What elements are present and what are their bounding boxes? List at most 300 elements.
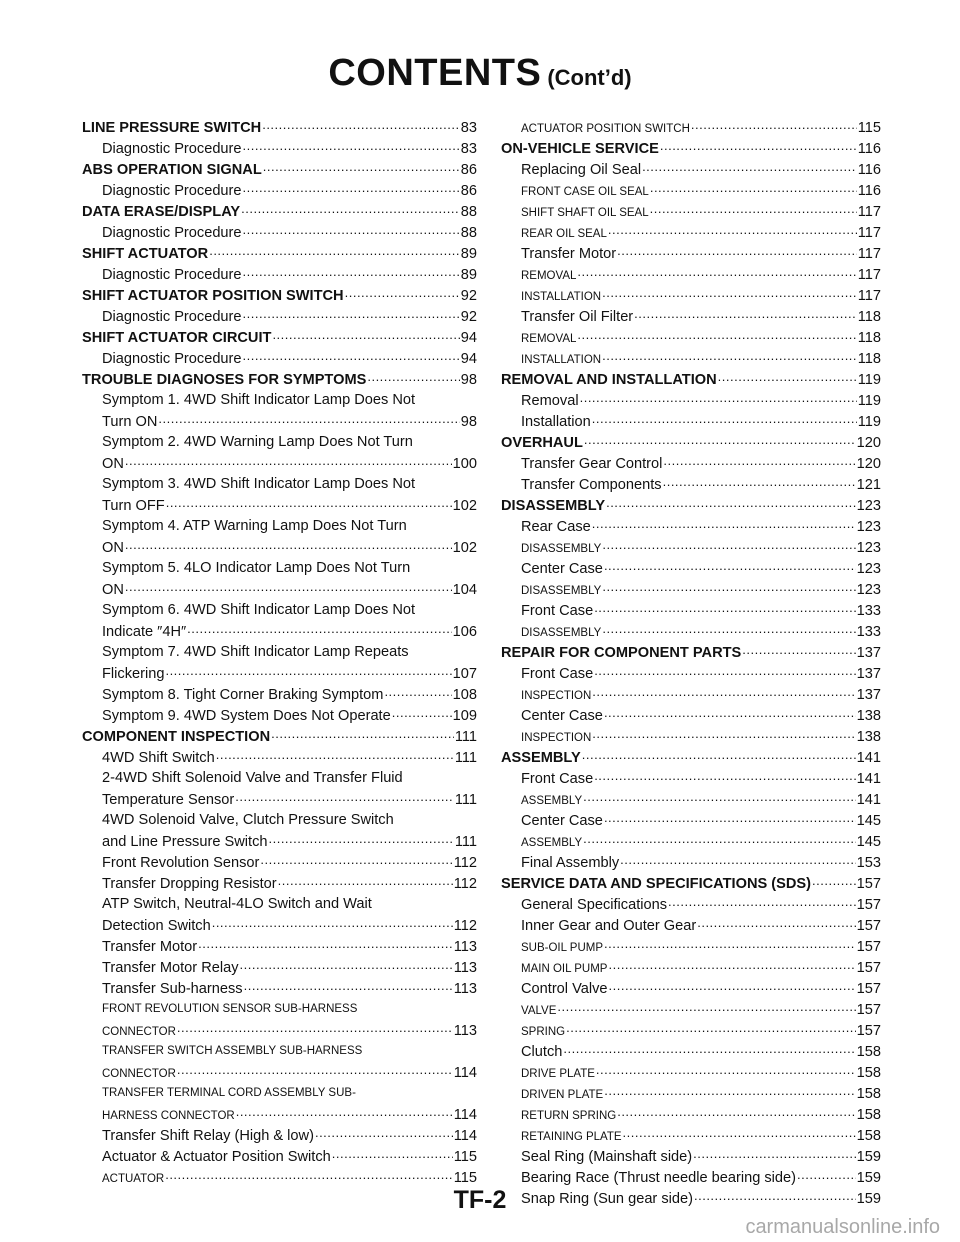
toc-entry-title: 2-4WD Shift Solenoid Valve and Transfer Fluid bbox=[102, 770, 403, 786]
toc-entry-title: SERVICE DATA AND SPECIFICATIONS (SDS) bbox=[501, 876, 812, 892]
toc-page-number: 102 bbox=[452, 540, 477, 556]
dot-leader bbox=[642, 159, 857, 178]
toc-entry[interactable] bbox=[501, 201, 881, 222]
toc-entry-title: DRIVEN PLATE bbox=[521, 1089, 604, 1101]
toc-entry[interactable] bbox=[82, 810, 477, 852]
toc-page-number: 157 bbox=[856, 1023, 881, 1039]
toc-entry-title: Front Case bbox=[521, 666, 594, 682]
toc-entry[interactable] bbox=[82, 726, 477, 747]
toc-entry-title: Final Assembly bbox=[521, 855, 620, 871]
toc-entry-title: DISASSEMBLY bbox=[521, 627, 602, 639]
dot-leader bbox=[608, 222, 857, 242]
contents-heading: CONTENTS bbox=[328, 52, 542, 94]
dot-leader bbox=[583, 831, 855, 851]
page-title bbox=[0, 52, 960, 95]
toc-entry[interactable] bbox=[82, 390, 477, 432]
toc-entry-title: Replacing Oil Seal bbox=[521, 162, 642, 178]
toc-entry[interactable] bbox=[82, 264, 477, 285]
toc-page-number: 157 bbox=[856, 981, 881, 997]
toc-entry[interactable] bbox=[501, 894, 881, 915]
toc-entry-title: Diagnostic Procedure bbox=[102, 141, 242, 157]
toc-entry[interactable] bbox=[501, 621, 881, 642]
toc-entry[interactable] bbox=[501, 222, 881, 243]
toc-page-number: 121 bbox=[856, 477, 881, 493]
toc-entry-title: TRANSFER SWITCH ASSEMBLY SUB-HARNESS bbox=[102, 1045, 363, 1057]
toc-page-number: 133 bbox=[856, 603, 881, 619]
toc-page-number: 115 bbox=[453, 1170, 477, 1186]
toc-entry-title: Transfer Oil Filter bbox=[521, 309, 634, 325]
toc-entry-title: SPRING bbox=[521, 1026, 566, 1038]
toc-entry-title: ASSEMBLY bbox=[521, 795, 583, 807]
toc-entry-title: Diagnostic Procedure bbox=[102, 267, 242, 283]
toc-entry-title: SHIFT ACTUATOR POSITION SWITCH bbox=[82, 288, 344, 304]
toc-entry-title: ACTUATOR bbox=[102, 1173, 165, 1185]
toc-entry[interactable] bbox=[82, 936, 477, 957]
toc-entry[interactable] bbox=[501, 558, 881, 579]
dot-leader bbox=[604, 936, 856, 956]
toc-page-number: 158 bbox=[856, 1044, 881, 1060]
toc-page-number: 117 bbox=[857, 288, 881, 304]
toc-entry-title-continued: Indicate ″4H″ bbox=[102, 624, 187, 640]
toc-page-number: 157 bbox=[856, 918, 881, 934]
toc-entry-title-continued: Turn ON bbox=[102, 414, 158, 430]
toc-page-number: 118 bbox=[857, 309, 881, 325]
toc-entry[interactable] bbox=[501, 495, 881, 516]
dot-leader bbox=[812, 873, 856, 892]
dot-leader bbox=[262, 117, 460, 136]
toc-entry-title: 4WD Shift Switch bbox=[102, 750, 215, 766]
dot-leader bbox=[604, 810, 856, 829]
toc-entry[interactable] bbox=[501, 831, 881, 852]
toc-entry[interactable] bbox=[501, 243, 881, 264]
toc-entry[interactable] bbox=[501, 684, 881, 705]
dot-leader bbox=[263, 159, 460, 178]
toc-entry-title: Symptom 9. 4WD System Does Not Operate bbox=[102, 708, 391, 724]
toc-entry[interactable] bbox=[501, 327, 881, 348]
dot-leader bbox=[557, 999, 855, 1019]
toc-entry[interactable] bbox=[501, 159, 881, 180]
dot-leader bbox=[660, 138, 857, 157]
toc-entry-title: ATP Switch, Neutral-4LO Switch and Wait bbox=[102, 896, 372, 912]
toc-entry[interactable] bbox=[82, 222, 477, 243]
toc-entry-title: Transfer Motor bbox=[521, 246, 617, 262]
toc-page-number: 114 bbox=[453, 1065, 477, 1081]
toc-entry[interactable] bbox=[501, 285, 881, 306]
dot-leader bbox=[198, 936, 453, 955]
toc-entry[interactable] bbox=[501, 1020, 881, 1041]
toc-entry-title: TRANSFER TERMINAL CORD ASSEMBLY SUB- bbox=[102, 1087, 356, 1099]
dot-leader bbox=[609, 978, 856, 997]
dot-leader bbox=[592, 684, 855, 704]
toc-entry-title: Diagnostic Procedure bbox=[102, 309, 242, 325]
toc-entry-title: Removal bbox=[521, 393, 579, 409]
contents-subheading: (Cont’d) bbox=[547, 65, 632, 90]
toc-entry[interactable] bbox=[501, 642, 881, 663]
toc-page-number: 159 bbox=[856, 1149, 881, 1165]
dot-leader bbox=[693, 1146, 855, 1165]
dot-leader bbox=[620, 852, 856, 871]
toc-entry[interactable] bbox=[501, 1104, 881, 1125]
dot-leader bbox=[602, 285, 857, 305]
toc-page-number: 113 bbox=[453, 939, 477, 955]
dot-leader bbox=[594, 663, 855, 682]
dot-leader bbox=[604, 558, 856, 577]
toc-entry-title: SUB-OIL PUMP bbox=[521, 942, 604, 954]
toc-page-number: 88 bbox=[460, 204, 477, 220]
toc-page-number: 108 bbox=[452, 687, 477, 703]
dot-leader bbox=[623, 1125, 856, 1145]
toc-entry[interactable] bbox=[82, 1146, 477, 1167]
toc-page-number: 113 bbox=[453, 1023, 477, 1039]
toc-entry[interactable] bbox=[501, 915, 881, 936]
toc-entry[interactable] bbox=[82, 558, 477, 600]
dot-leader bbox=[272, 327, 459, 346]
toc-entry[interactable] bbox=[501, 117, 881, 138]
toc-entry-title: Front Case bbox=[521, 771, 594, 787]
toc-entry-title: Symptom 2. 4WD Warning Lamp Does Not Turn bbox=[102, 434, 413, 450]
dot-leader bbox=[592, 726, 855, 746]
toc-entry[interactable] bbox=[82, 1041, 477, 1083]
dot-leader bbox=[278, 873, 453, 892]
toc-entry-title-continued: Flickering bbox=[102, 666, 165, 682]
toc-page-number: 141 bbox=[856, 750, 881, 766]
toc-entry-title: ON-VEHICLE SERVICE bbox=[501, 141, 659, 157]
toc-entry[interactable] bbox=[501, 474, 881, 495]
toc-page-number: 157 bbox=[856, 897, 881, 913]
toc-entry[interactable] bbox=[82, 894, 477, 936]
toc-entry[interactable] bbox=[501, 873, 881, 894]
toc-entry-title: Diagnostic Procedure bbox=[102, 225, 242, 241]
toc-entry[interactable] bbox=[82, 474, 477, 516]
dot-leader bbox=[177, 1059, 453, 1082]
toc-page-number: 118 bbox=[857, 351, 881, 367]
toc-entry[interactable] bbox=[82, 369, 477, 390]
toc-entry[interactable] bbox=[501, 936, 881, 957]
toc-entry-title: Transfer Dropping Resistor bbox=[102, 876, 277, 892]
dot-leader bbox=[582, 747, 856, 766]
dot-leader bbox=[592, 516, 856, 535]
toc-entry[interactable] bbox=[501, 999, 881, 1020]
toc-entry-title: FRONT REVOLUTION SENSOR SUB-HARNESS bbox=[102, 1003, 358, 1015]
dot-leader bbox=[563, 1041, 855, 1060]
toc-entry[interactable] bbox=[82, 285, 477, 306]
toc-entry-title: Transfer Components bbox=[521, 477, 662, 493]
dot-leader bbox=[209, 243, 460, 262]
dot-leader bbox=[602, 621, 855, 641]
toc-entry[interactable] bbox=[82, 873, 477, 894]
toc-entry[interactable] bbox=[82, 1083, 477, 1125]
toc-entry-title: ASSEMBLY bbox=[521, 837, 583, 849]
toc-page-number: 137 bbox=[856, 645, 881, 661]
toc-entry-title: DISASSEMBLY bbox=[521, 585, 602, 597]
toc-entry[interactable] bbox=[82, 159, 477, 180]
dot-leader bbox=[332, 1146, 453, 1165]
toc-entry-title: OVERHAUL bbox=[501, 435, 583, 451]
toc-page-number: 116 bbox=[857, 183, 881, 199]
toc-entry[interactable] bbox=[82, 747, 477, 768]
toc-entry[interactable] bbox=[82, 516, 477, 558]
toc-page-number: 137 bbox=[856, 687, 881, 703]
toc-page-number: 117 bbox=[857, 267, 881, 283]
toc-page-number: 98 bbox=[460, 414, 477, 430]
toc-entry[interactable] bbox=[82, 306, 477, 327]
toc-entry-title: Seal Ring (Mainshaft side) bbox=[521, 1149, 693, 1165]
toc-entry[interactable] bbox=[501, 516, 881, 537]
toc-page-number: 86 bbox=[460, 183, 477, 199]
toc-entry-title: Center Case bbox=[521, 813, 603, 829]
toc-page-number: 92 bbox=[460, 288, 477, 304]
toc-entry-title-continued: ON bbox=[102, 582, 124, 598]
toc-page-number: 157 bbox=[856, 1002, 881, 1018]
toc-entry-title: Symptom 5. 4LO Indicator Lamp Does Not Turn bbox=[102, 560, 411, 576]
toc-entry-title: INSTALLATION bbox=[521, 354, 602, 366]
dot-leader bbox=[243, 138, 460, 157]
toc-entry-title: FRONT CASE OIL SEAL bbox=[521, 186, 649, 198]
toc-entry[interactable] bbox=[82, 348, 477, 369]
toc-entry-title: TROUBLE DIAGNOSES FOR SYMPTOMS bbox=[82, 372, 367, 388]
toc-page-number: 114 bbox=[453, 1128, 477, 1144]
toc-entry[interactable] bbox=[501, 306, 881, 327]
toc-entry[interactable] bbox=[82, 978, 477, 999]
dot-leader bbox=[596, 1062, 856, 1082]
toc-entry[interactable] bbox=[501, 369, 881, 390]
dot-leader bbox=[634, 306, 857, 325]
toc-page-number: 111 bbox=[454, 834, 477, 850]
toc-page-number: 159 bbox=[856, 1170, 881, 1186]
dot-leader bbox=[602, 579, 855, 599]
dot-leader bbox=[125, 450, 452, 472]
toc-page-number: 107 bbox=[452, 666, 477, 682]
toc-entry[interactable] bbox=[82, 327, 477, 348]
dot-leader bbox=[584, 432, 856, 451]
toc-entry[interactable] bbox=[82, 642, 477, 684]
toc-entry-title: Symptom 3. 4WD Shift Indicator Lamp Does Not bbox=[102, 476, 416, 492]
toc-entry-title: Diagnostic Procedure bbox=[102, 183, 242, 199]
toc-entry-title: RETAINING PLATE bbox=[521, 1131, 622, 1143]
toc-page-number: 158 bbox=[856, 1128, 881, 1144]
toc-page-number: 137 bbox=[856, 666, 881, 682]
toc-entry[interactable] bbox=[501, 810, 881, 831]
toc-entry-title: Rear Case bbox=[521, 519, 591, 535]
toc-page-number: 92 bbox=[460, 309, 477, 325]
dot-leader bbox=[663, 474, 856, 493]
toc-entry-title: MAIN OIL PUMP bbox=[521, 963, 608, 975]
toc-page-number: 158 bbox=[856, 1107, 881, 1123]
toc-entry-title: Center Case bbox=[521, 708, 603, 724]
toc-entry[interactable] bbox=[501, 348, 881, 369]
toc-page-number: 112 bbox=[453, 918, 477, 934]
toc-entry[interactable] bbox=[501, 1125, 881, 1146]
toc-page-number: 86 bbox=[460, 162, 477, 178]
toc-entry[interactable] bbox=[501, 264, 881, 285]
toc-entry-title: Front Case bbox=[521, 603, 594, 619]
toc-entry-title: ASSEMBLY bbox=[501, 750, 581, 766]
dot-leader bbox=[243, 222, 460, 241]
toc-entry-title: Control Valve bbox=[521, 981, 608, 997]
toc-page-number: 100 bbox=[452, 456, 477, 472]
toc-entry[interactable] bbox=[82, 852, 477, 873]
dot-leader bbox=[583, 789, 855, 809]
toc-entry-title: DISASSEMBLY bbox=[501, 498, 606, 514]
toc-entry[interactable] bbox=[501, 978, 881, 999]
toc-entry-title: Symptom 4. ATP Warning Lamp Does Not Turn bbox=[102, 518, 407, 534]
toc-page-number: 116 bbox=[857, 141, 881, 157]
toc-entry-title: Snap Ring (Sun gear side) bbox=[521, 1191, 693, 1207]
dot-leader bbox=[367, 369, 459, 388]
toc-entry-title-continued: CONNECTOR bbox=[102, 1026, 176, 1038]
dot-leader bbox=[243, 264, 460, 283]
toc-entry-title: Actuator & Actuator Position Switch bbox=[102, 1149, 331, 1165]
dot-leader bbox=[165, 660, 451, 682]
toc-entry-title: REPAIR FOR COMPONENT PARTS bbox=[501, 645, 742, 661]
toc-entry[interactable] bbox=[82, 117, 477, 138]
toc-page-number: 117 bbox=[857, 204, 881, 220]
toc-page-number: 158 bbox=[856, 1086, 881, 1102]
toc-entry[interactable] bbox=[501, 390, 881, 411]
toc-entry[interactable] bbox=[82, 999, 477, 1041]
toc-entry-title: ACTUATOR POSITION SWITCH bbox=[521, 123, 690, 135]
dot-leader bbox=[580, 390, 857, 409]
dot-leader bbox=[384, 684, 451, 703]
toc-page-number: 83 bbox=[460, 141, 477, 157]
dot-leader bbox=[650, 201, 857, 221]
toc-entry[interactable] bbox=[501, 957, 881, 978]
toc-entry-title: DRIVE PLATE bbox=[521, 1068, 595, 1080]
dot-leader bbox=[617, 243, 857, 262]
toc-page-number: 116 bbox=[857, 162, 881, 178]
toc-entry-title: INSPECTION bbox=[521, 732, 592, 744]
toc-page-number: 109 bbox=[452, 708, 477, 724]
toc-entry[interactable] bbox=[501, 537, 881, 558]
dot-leader bbox=[240, 957, 453, 976]
dot-leader bbox=[345, 285, 460, 304]
toc-entry[interactable] bbox=[501, 180, 881, 201]
toc-page-number: 158 bbox=[856, 1065, 881, 1081]
toc-entry[interactable] bbox=[501, 1146, 881, 1167]
toc-entry-title: LINE PRESSURE SWITCH bbox=[82, 120, 262, 136]
dot-leader bbox=[742, 642, 855, 661]
toc-page-number: 89 bbox=[460, 267, 477, 283]
toc-page-number: 115 bbox=[453, 1149, 477, 1165]
toc-entry[interactable] bbox=[501, 1167, 881, 1188]
toc-entry-title: REMOVAL AND INSTALLATION bbox=[501, 372, 717, 388]
dot-leader bbox=[271, 726, 454, 745]
toc-page-number: 120 bbox=[856, 435, 881, 451]
toc-entry[interactable] bbox=[501, 768, 881, 789]
toc-entry[interactable] bbox=[82, 957, 477, 978]
toc-entry-title: Inner Gear and Outer Gear bbox=[521, 918, 697, 934]
toc-entry[interactable] bbox=[501, 600, 881, 621]
toc-entry-title: INSPECTION bbox=[521, 690, 592, 702]
toc-entry[interactable] bbox=[501, 1062, 881, 1083]
toc-page-number: 145 bbox=[856, 813, 881, 829]
toc-page-number: 157 bbox=[856, 876, 881, 892]
toc-page-number: 138 bbox=[856, 708, 881, 724]
toc-entry[interactable] bbox=[501, 747, 881, 768]
dot-leader bbox=[260, 852, 452, 871]
dot-leader bbox=[604, 705, 856, 724]
dot-leader bbox=[606, 495, 856, 514]
dot-leader bbox=[663, 453, 855, 472]
toc-entry[interactable] bbox=[82, 705, 477, 726]
toc-entry[interactable] bbox=[501, 1083, 881, 1104]
toc-entry-title: 4WD Solenoid Valve, Clutch Pressure Switch bbox=[102, 812, 394, 828]
toc-page-number: 157 bbox=[856, 960, 881, 976]
toc-entry[interactable] bbox=[501, 852, 881, 873]
toc-page-number: 113 bbox=[453, 981, 477, 997]
toc-page-number: 119 bbox=[857, 372, 881, 388]
toc-entry-title: RETURN SPRING bbox=[521, 1110, 617, 1122]
toc-entry[interactable] bbox=[82, 684, 477, 705]
toc-entry[interactable] bbox=[501, 663, 881, 684]
toc-page-number: 145 bbox=[856, 834, 881, 850]
toc-entry-title: SHIFT ACTUATOR bbox=[82, 246, 209, 262]
toc-entry-title: Transfer Motor Relay bbox=[102, 960, 239, 976]
toc-entry-title: Transfer Motor bbox=[102, 939, 198, 955]
toc-entry[interactable] bbox=[82, 243, 477, 264]
toc-page-number: 117 bbox=[857, 225, 881, 241]
toc-entry-title: Symptom 8. Tight Corner Braking Symptom bbox=[102, 687, 384, 703]
toc-page-number: 94 bbox=[460, 351, 477, 367]
toc-page-number: 89 bbox=[460, 246, 477, 262]
toc-entry[interactable] bbox=[82, 1125, 477, 1146]
toc-entry-title-continued: CONNECTOR bbox=[102, 1068, 176, 1080]
toc-page-number: 123 bbox=[856, 582, 881, 598]
toc-entry-title: Transfer Shift Relay (High & low) bbox=[102, 1128, 314, 1144]
toc-entry[interactable] bbox=[501, 453, 881, 474]
toc-entry-title-continued: ON bbox=[102, 540, 124, 556]
toc-entry-title-continued: Detection Switch bbox=[102, 918, 211, 934]
toc-entry[interactable] bbox=[82, 432, 477, 474]
toc-page-number: 153 bbox=[856, 855, 881, 871]
dot-leader bbox=[268, 828, 453, 850]
dot-leader bbox=[797, 1167, 856, 1186]
toc-entry[interactable] bbox=[501, 1041, 881, 1062]
toc-page-number: 141 bbox=[856, 792, 881, 808]
dot-leader bbox=[566, 1020, 856, 1040]
toc-entry[interactable] bbox=[501, 432, 881, 453]
toc-entry[interactable] bbox=[82, 768, 477, 810]
toc-entry[interactable] bbox=[501, 705, 881, 726]
toc-entry[interactable] bbox=[501, 789, 881, 810]
dot-leader bbox=[577, 264, 856, 284]
dot-leader bbox=[241, 201, 460, 220]
toc-entry[interactable] bbox=[501, 411, 881, 432]
toc-entry[interactable] bbox=[82, 600, 477, 642]
toc-entry[interactable] bbox=[82, 201, 477, 222]
toc-entry-title-continued: Temperature Sensor bbox=[102, 792, 235, 808]
toc-entry-title: ABS OPERATION SIGNAL bbox=[82, 162, 262, 178]
toc-entry[interactable] bbox=[501, 726, 881, 747]
toc-entry-title-continued: HARNESS CONNECTOR bbox=[102, 1110, 235, 1122]
dot-leader bbox=[592, 411, 857, 430]
dot-leader bbox=[158, 408, 459, 430]
dot-leader bbox=[235, 786, 454, 808]
toc-entry[interactable] bbox=[82, 1167, 477, 1188]
toc-entry[interactable] bbox=[501, 138, 881, 159]
toc-entry[interactable] bbox=[82, 138, 477, 159]
toc-entry[interactable] bbox=[501, 579, 881, 600]
dot-leader bbox=[577, 327, 856, 347]
toc-entry-title: Center Case bbox=[521, 561, 603, 577]
toc-entry[interactable] bbox=[82, 180, 477, 201]
dot-leader bbox=[243, 180, 460, 199]
toc-entry-title: Bearing Race (Thrust needle bearing side) bbox=[521, 1170, 797, 1186]
toc-entry-title: Transfer Gear Control bbox=[521, 456, 663, 472]
toc-page-number: 119 bbox=[857, 414, 881, 430]
toc-entry-title: Clutch bbox=[521, 1044, 563, 1060]
toc-entry-title: REMOVAL bbox=[521, 333, 577, 345]
